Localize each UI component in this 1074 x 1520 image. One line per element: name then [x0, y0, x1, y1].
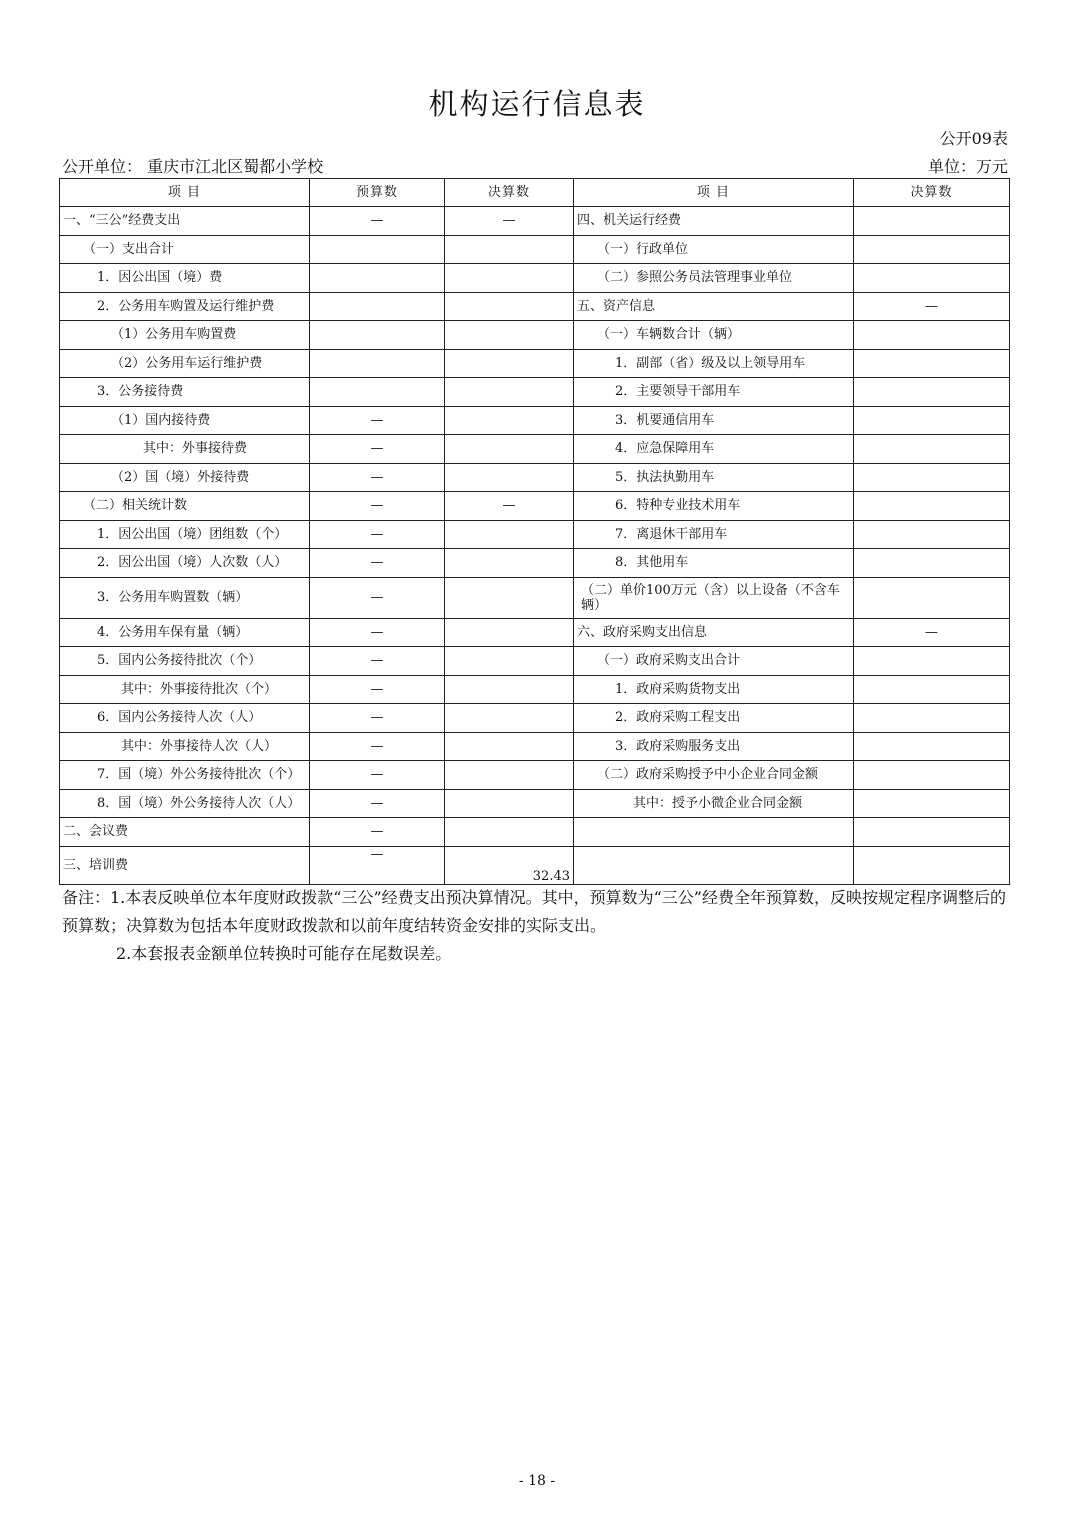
- row-budget: —: [310, 549, 445, 578]
- row-item-right: 3．机要通信用车: [574, 406, 854, 435]
- reporting-unit: 公开单位： 重庆市江北区蜀都小学校: [62, 157, 324, 176]
- row-item-right: 7．离退休干部用车: [574, 520, 854, 549]
- row-item-left: （1）公务用车购置费: [60, 321, 310, 350]
- row-final-right: —: [854, 618, 1010, 647]
- row-item-right: （一）车辆数合计（辆）: [574, 321, 854, 350]
- row-item-right: （一）行政单位: [574, 235, 854, 264]
- table-row: [60, 264, 1010, 293]
- row-item-right: [574, 818, 854, 847]
- row-item-right: （二）政府采购授予中小企业合同金额: [574, 761, 854, 790]
- row-budget: —: [310, 492, 445, 521]
- row-budget: [310, 264, 445, 293]
- row-item-left: 8．国（境）外公务接待人次（人）: [60, 789, 310, 818]
- row-final-left: [445, 647, 574, 676]
- row-item-right: 6．特种专业技术用车: [574, 492, 854, 521]
- row-final-left: —: [445, 207, 574, 236]
- row-final-left: [445, 818, 574, 847]
- row-item-right: （二）单价100万元（含）以上设备（不含车辆）: [574, 577, 854, 618]
- row-budget: —: [310, 618, 445, 647]
- row-final-right: [854, 647, 1010, 676]
- header-item-left: 项 目: [60, 179, 310, 207]
- table-row: [60, 463, 1010, 492]
- page-number: - 18 -: [518, 1473, 556, 1489]
- row-final-right: [854, 378, 1010, 407]
- row-budget: —: [310, 520, 445, 549]
- row-item-right: 五、资产信息: [574, 292, 854, 321]
- row-item-left: 5．国内公务接待批次（个）: [60, 647, 310, 676]
- row-final-right: [854, 235, 1010, 264]
- info-table: [59, 178, 1010, 885]
- notes: [62, 884, 1012, 968]
- header-final-right: 决算数: [854, 179, 1010, 207]
- row-final-right: [854, 207, 1010, 236]
- row-final-right: [854, 704, 1010, 733]
- row-final-left: [445, 264, 574, 293]
- row-budget: —: [310, 647, 445, 676]
- row-item-left: （一）支出合计: [60, 235, 310, 264]
- row-item-left: 三、培训费: [60, 846, 310, 884]
- currency-unit: 单位：万元: [927, 157, 1008, 176]
- header-final-left: 决算数: [445, 179, 574, 207]
- unit-line: [62, 154, 1008, 178]
- row-item-right: 其中：授予小微企业合同金额: [574, 789, 854, 818]
- row-item-left: （二）相关统计数: [60, 492, 310, 521]
- row-final-left: [445, 704, 574, 733]
- table-row: [60, 520, 1010, 549]
- row-budget: —: [310, 789, 445, 818]
- row-final-right: [854, 549, 1010, 578]
- row-item-left: 3．公务用车购置数（辆）: [60, 577, 310, 618]
- row-item-left: 3．公务接待费: [60, 378, 310, 407]
- row-final-right: [854, 321, 1010, 350]
- table-row: [60, 704, 1010, 733]
- row-item-left: 2．因公出国（境）人次数（人）: [60, 549, 310, 578]
- row-item-left: 其中：外事接待费: [60, 435, 310, 464]
- row-final-right: [854, 675, 1010, 704]
- row-final-left: [445, 761, 574, 790]
- row-final-left: 32.43: [445, 846, 574, 884]
- row-final-right: —: [854, 292, 1010, 321]
- table-row: [60, 761, 1010, 790]
- row-final-left: [445, 463, 574, 492]
- row-final-right: [854, 846, 1010, 884]
- table-row: [60, 618, 1010, 647]
- row-budget: —: [310, 675, 445, 704]
- row-item-left: （1）国内接待费: [60, 406, 310, 435]
- table-row: [60, 577, 1010, 618]
- row-budget: —: [310, 207, 445, 236]
- row-item-left: 2．公务用车购置及运行维护费: [60, 292, 310, 321]
- row-budget: [310, 292, 445, 321]
- row-final-right: [854, 264, 1010, 293]
- table-row: [60, 647, 1010, 676]
- row-item-right: 4．应急保障用车: [574, 435, 854, 464]
- table-row: [60, 846, 1010, 884]
- row-final-left: [445, 549, 574, 578]
- row-item-right: （二）参照公务员法管理事业单位: [574, 264, 854, 293]
- row-final-left: [445, 618, 574, 647]
- row-final-left: [445, 349, 574, 378]
- table-row: [60, 435, 1010, 464]
- table-row: [60, 292, 1010, 321]
- table-row: [60, 349, 1010, 378]
- row-item-right: 3．政府采购服务支出: [574, 732, 854, 761]
- row-item-left: 1．因公出国（境）团组数（个）: [60, 520, 310, 549]
- row-item-left: 一、“三公”经费支出: [60, 207, 310, 236]
- row-final-left: [445, 378, 574, 407]
- row-item-right: 2．政府采购工程支出: [574, 704, 854, 733]
- row-budget: —: [310, 406, 445, 435]
- row-item-right: 六、政府采购支出信息: [574, 618, 854, 647]
- row-budget: [310, 349, 445, 378]
- row-budget: —: [310, 463, 445, 492]
- row-final-right: [854, 732, 1010, 761]
- table-row: [60, 789, 1010, 818]
- table-row: [60, 675, 1010, 704]
- row-budget: —: [310, 818, 445, 847]
- header-budget: 预算数: [310, 179, 445, 207]
- table-row: [60, 321, 1010, 350]
- row-budget: [310, 235, 445, 264]
- row-item-left: 4．公务用车保有量（辆）: [60, 618, 310, 647]
- row-item-right: （一）政府采购支出合计: [574, 647, 854, 676]
- row-item-left: （2）公务用车运行维护费: [60, 349, 310, 378]
- row-item-right: 1．副部（省）级及以上领导用车: [574, 349, 854, 378]
- page-title: 机构运行信息表: [428, 87, 646, 121]
- row-budget: —: [310, 761, 445, 790]
- row-item-left: 其中：外事接待批次（个）: [60, 675, 310, 704]
- row-item-right: [574, 846, 854, 884]
- row-final-right: [854, 520, 1010, 549]
- row-item-left: 二、会议费: [60, 818, 310, 847]
- row-item-right: 四、机关运行经费: [574, 207, 854, 236]
- table-row: [60, 378, 1010, 407]
- row-budget: —: [310, 704, 445, 733]
- table-row: [60, 406, 1010, 435]
- row-final-left: [445, 235, 574, 264]
- note-line-2: 2.本套报表金额单位转换时可能存在尾数误差。: [116, 944, 452, 963]
- table-row: [60, 732, 1010, 761]
- row-final-left: [445, 520, 574, 549]
- row-final-right: [854, 577, 1010, 618]
- row-final-right: [854, 463, 1010, 492]
- row-budget: [310, 321, 445, 350]
- row-item-right: 8．其他用车: [574, 549, 854, 578]
- row-budget: —: [310, 732, 445, 761]
- row-item-left: 其中：外事接待人次（人）: [60, 732, 310, 761]
- row-final-left: [445, 435, 574, 464]
- table-row: [60, 235, 1010, 264]
- row-budget: [310, 378, 445, 407]
- row-final-left: [445, 789, 574, 818]
- row-final-right: [854, 406, 1010, 435]
- row-budget: —: [310, 577, 445, 618]
- row-final-left: [445, 321, 574, 350]
- row-final-left: [445, 406, 574, 435]
- row-final-right: [854, 435, 1010, 464]
- row-final-right: [854, 761, 1010, 790]
- row-final-left: [445, 577, 574, 618]
- row-item-right: 5．执法执勤用车: [574, 463, 854, 492]
- row-final-right: [854, 492, 1010, 521]
- row-budget: —: [310, 846, 445, 884]
- row-item-left: 7．国（境）外公务接待批次（个）: [60, 761, 310, 790]
- header-item-right: 项 目: [574, 179, 854, 207]
- table-body: [60, 207, 1010, 885]
- table-row: [60, 549, 1010, 578]
- row-final-right: [854, 349, 1010, 378]
- row-item-left: 6．国内公务接待人次（人）: [60, 704, 310, 733]
- row-item-right: 1．政府采购货物支出: [574, 675, 854, 704]
- table-header-row: [60, 179, 1010, 207]
- row-final-left: —: [445, 492, 574, 521]
- row-final-left: [445, 292, 574, 321]
- row-final-left: [445, 732, 574, 761]
- form-number: 公开09表: [939, 129, 1008, 148]
- row-final-right: [854, 789, 1010, 818]
- note-line-1: 备注：1.本表反映单位本年度财政拨款“三公”经费支出预决算情况。其中，预算数为“三公”经费全年预算数，反映按规定程序调整后的预算数；决算数为包括本年度财政拨款和以前年度结转资金安排的实际支出。: [62, 888, 1006, 935]
- row-final-left: [445, 675, 574, 704]
- row-item-left: 1．因公出国（境）费: [60, 264, 310, 293]
- row-budget: —: [310, 435, 445, 464]
- row-item-right: 2．主要领导干部用车: [574, 378, 854, 407]
- table-row: [60, 207, 1010, 236]
- table-row: [60, 492, 1010, 521]
- row-final-right: [854, 818, 1010, 847]
- row-item-left: （2）国（境）外接待费: [60, 463, 310, 492]
- table-row: [60, 818, 1010, 847]
